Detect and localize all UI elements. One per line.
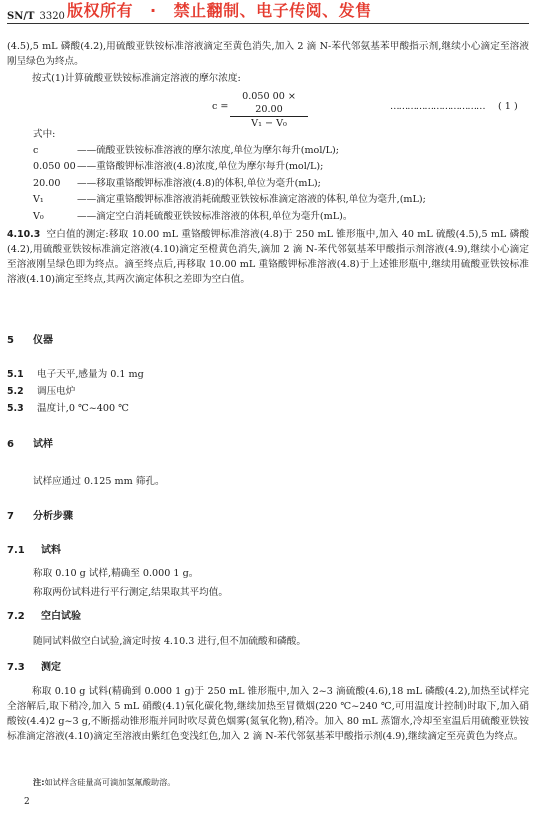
formula-number: ( 1 )	[498, 101, 518, 112]
definition-row	[33, 176, 523, 192]
item-number: 5.2	[7, 386, 24, 397]
section-6-heading	[7, 437, 53, 452]
header-divider	[7, 23, 529, 24]
formula-leader-dots: ……………………………	[390, 101, 485, 112]
list-item	[7, 401, 129, 416]
clause-number: 4.10.3	[7, 229, 41, 240]
section-title: 仪器	[33, 335, 53, 346]
formula-denominator: V₁ − V₀	[251, 118, 287, 129]
list-item	[7, 384, 75, 399]
formula-lhs: c =	[212, 101, 229, 112]
section-number: 7	[7, 511, 14, 522]
formula-intro-block	[7, 71, 529, 86]
subsection-7-2-text: 随同试料做空白试验,滴定时按 4.10.3 进行,但不加硫酸和磷酸。	[33, 636, 306, 647]
subsection-number: 7.1	[7, 545, 25, 556]
definition-row	[33, 143, 523, 159]
definition-symbol: V₀	[33, 210, 44, 222]
section-number: 5	[7, 335, 14, 346]
page-number: 2	[24, 797, 30, 807]
definitions-list	[33, 143, 523, 225]
item-number: 5.1	[7, 369, 24, 380]
note-label: 注:	[33, 777, 45, 787]
note-text: 如试样含硅量高可滴加氢氟酸助溶。	[44, 777, 176, 787]
formula-numerator: 0.050 00 × 20.00	[230, 90, 308, 117]
standard-prefix: SN/T	[7, 11, 35, 22]
definition-row	[33, 159, 523, 175]
definition-text: ——滴定重铬酸钾标准溶液消耗硫酸亚铁铵标准滴定溶液的体积,单位为毫升,(mL);	[77, 194, 426, 206]
formula-fraction	[230, 90, 308, 131]
list-item	[7, 367, 144, 382]
note	[33, 775, 175, 790]
subsection-title: 空白试验	[41, 611, 81, 622]
formula-1	[212, 90, 532, 129]
definition-symbol: V₁	[33, 194, 44, 206]
item-text: 调压电炉	[37, 386, 76, 397]
section-6-text: 试样应通过 0.125 mm 筛孔。	[33, 476, 165, 487]
subsection-7-3-heading	[7, 660, 61, 675]
subsection-7-3-text: 称取 0.10 g 试料(精确到 0.000 1 g)于 250 mL 锥形瓶中,加入 2~3 滴硫酸(4.6),18 mL 磷酸(4.2),加热至试样完全溶解后,取下稍冷,加入 5 mL 硝酸(4.1)氧化碳化物,继续加热至冒微烟(220 ℃~240 ℃,可用温度计控制)时取下,加入硝酸铵(4.4)2 g~3 g,不断摇动锥形瓶并同时吹尽黄色烟雾(氮氧化物),稍冷。加入 80 mL 蒸馏水,冷却至室温后用硫酸亚铁铵标准滴定溶液(4.10)滴定至溶液由紫红色变浅红色,加入 2 滴 N-苯代邻氨基苯甲酸指示剂(4.9),继续滴定至亮黄色为终点。	[7, 686, 529, 742]
subsection-7-1-line: 称取两份试料进行平行测定,结果取其平均值。	[33, 587, 228, 598]
item-number: 5.3	[7, 403, 24, 414]
section-7-heading	[7, 509, 73, 524]
standard-number: 3320	[39, 11, 65, 22]
standard-code	[7, 9, 65, 24]
definition-symbol: 20.00	[33, 177, 61, 189]
section-5-heading	[7, 333, 53, 348]
watermark-separator: ·	[150, 1, 157, 20]
clause-text: 空白值的测定:移取 10.00 mL 重铬酸钾标准溶液(4.8)于 250 mL 锥形瓶中,加入 40 mL 硫酸(4.5),5 mL 磷酸(4.2),用硫酸亚铁铵标准滴定溶液(4.10)滴定至橙黄色消失,滴加 2 滴 N-苯代邻氨基苯甲酸指示剂溶液(4.9),继续小心滴定至溶液刚呈绿色即为终点。滴至终点后,再移取 10.00 mL 重铬酸钾标准溶液(4.8)于上述锥形瓶中,继续用硫酸亚铁铵标准溶液(4.10)滴定至终点,其两次滴定体积之差即为空白值。	[7, 229, 529, 285]
watermark-left: 版权所有	[67, 1, 134, 20]
intro-paragraph-block	[7, 39, 529, 69]
watermark-right: 禁止翻制、电子传阅、发售	[173, 1, 372, 20]
subsection-number: 7.3	[7, 662, 25, 673]
definition-text: ——移取重铬酸钾标准溶液(4.8)的体积,单位为毫升(mL);	[77, 177, 321, 189]
subsection-7-1-line: 称取 0.10 g 试样,精确至 0.000 1 g。	[33, 568, 199, 579]
subsection-7-2-heading	[7, 609, 81, 624]
definition-row	[33, 192, 523, 208]
clause-4-10-3	[7, 227, 529, 287]
item-text: 电子天平,感量为 0.1 mg	[37, 369, 144, 380]
subsection-7-3-block	[7, 684, 529, 744]
definition-text: ——硫酸亚铁铵标准溶液的摩尔浓度,单位为摩尔每升(mol/L);	[77, 145, 339, 156]
section-title: 试样	[33, 439, 53, 450]
formula-intro: 按式(1)计算硫酸亚铁铵标准滴定溶液的摩尔浓度:	[32, 73, 241, 84]
definition-symbol: c	[33, 145, 39, 156]
subsection-number: 7.2	[7, 611, 25, 622]
definition-text: ——重铬酸钾标准溶液(4.8)浓度,单位为摩尔每升(mol/L);	[77, 161, 324, 173]
subsection-7-1-heading	[7, 543, 61, 558]
section-number: 6	[7, 439, 14, 450]
copyright-watermark	[67, 3, 372, 18]
item-text: 温度计,0 ℃~400 ℃	[37, 403, 129, 414]
subsection-title: 测定	[41, 662, 61, 673]
subsection-title: 试料	[41, 545, 61, 556]
definition-symbol: 0.050 00	[33, 161, 76, 173]
section-title: 分析步骤	[33, 511, 73, 522]
definition-text: ——滴定空白消耗硫酸亚铁铵标准溶液的体积,单位为毫升(mL)。	[77, 210, 353, 222]
where-label: 式中:	[33, 129, 56, 140]
definition-row	[33, 209, 523, 225]
intro-paragraph: (4.5),5 mL 磷酸(4.2),用硫酸亚铁铵标准溶液滴定至黄色消失,加入 2 滴 N-苯代邻氨基苯甲酸指示剂,继续小心滴定至溶液刚呈绿色为终点。	[7, 41, 529, 67]
